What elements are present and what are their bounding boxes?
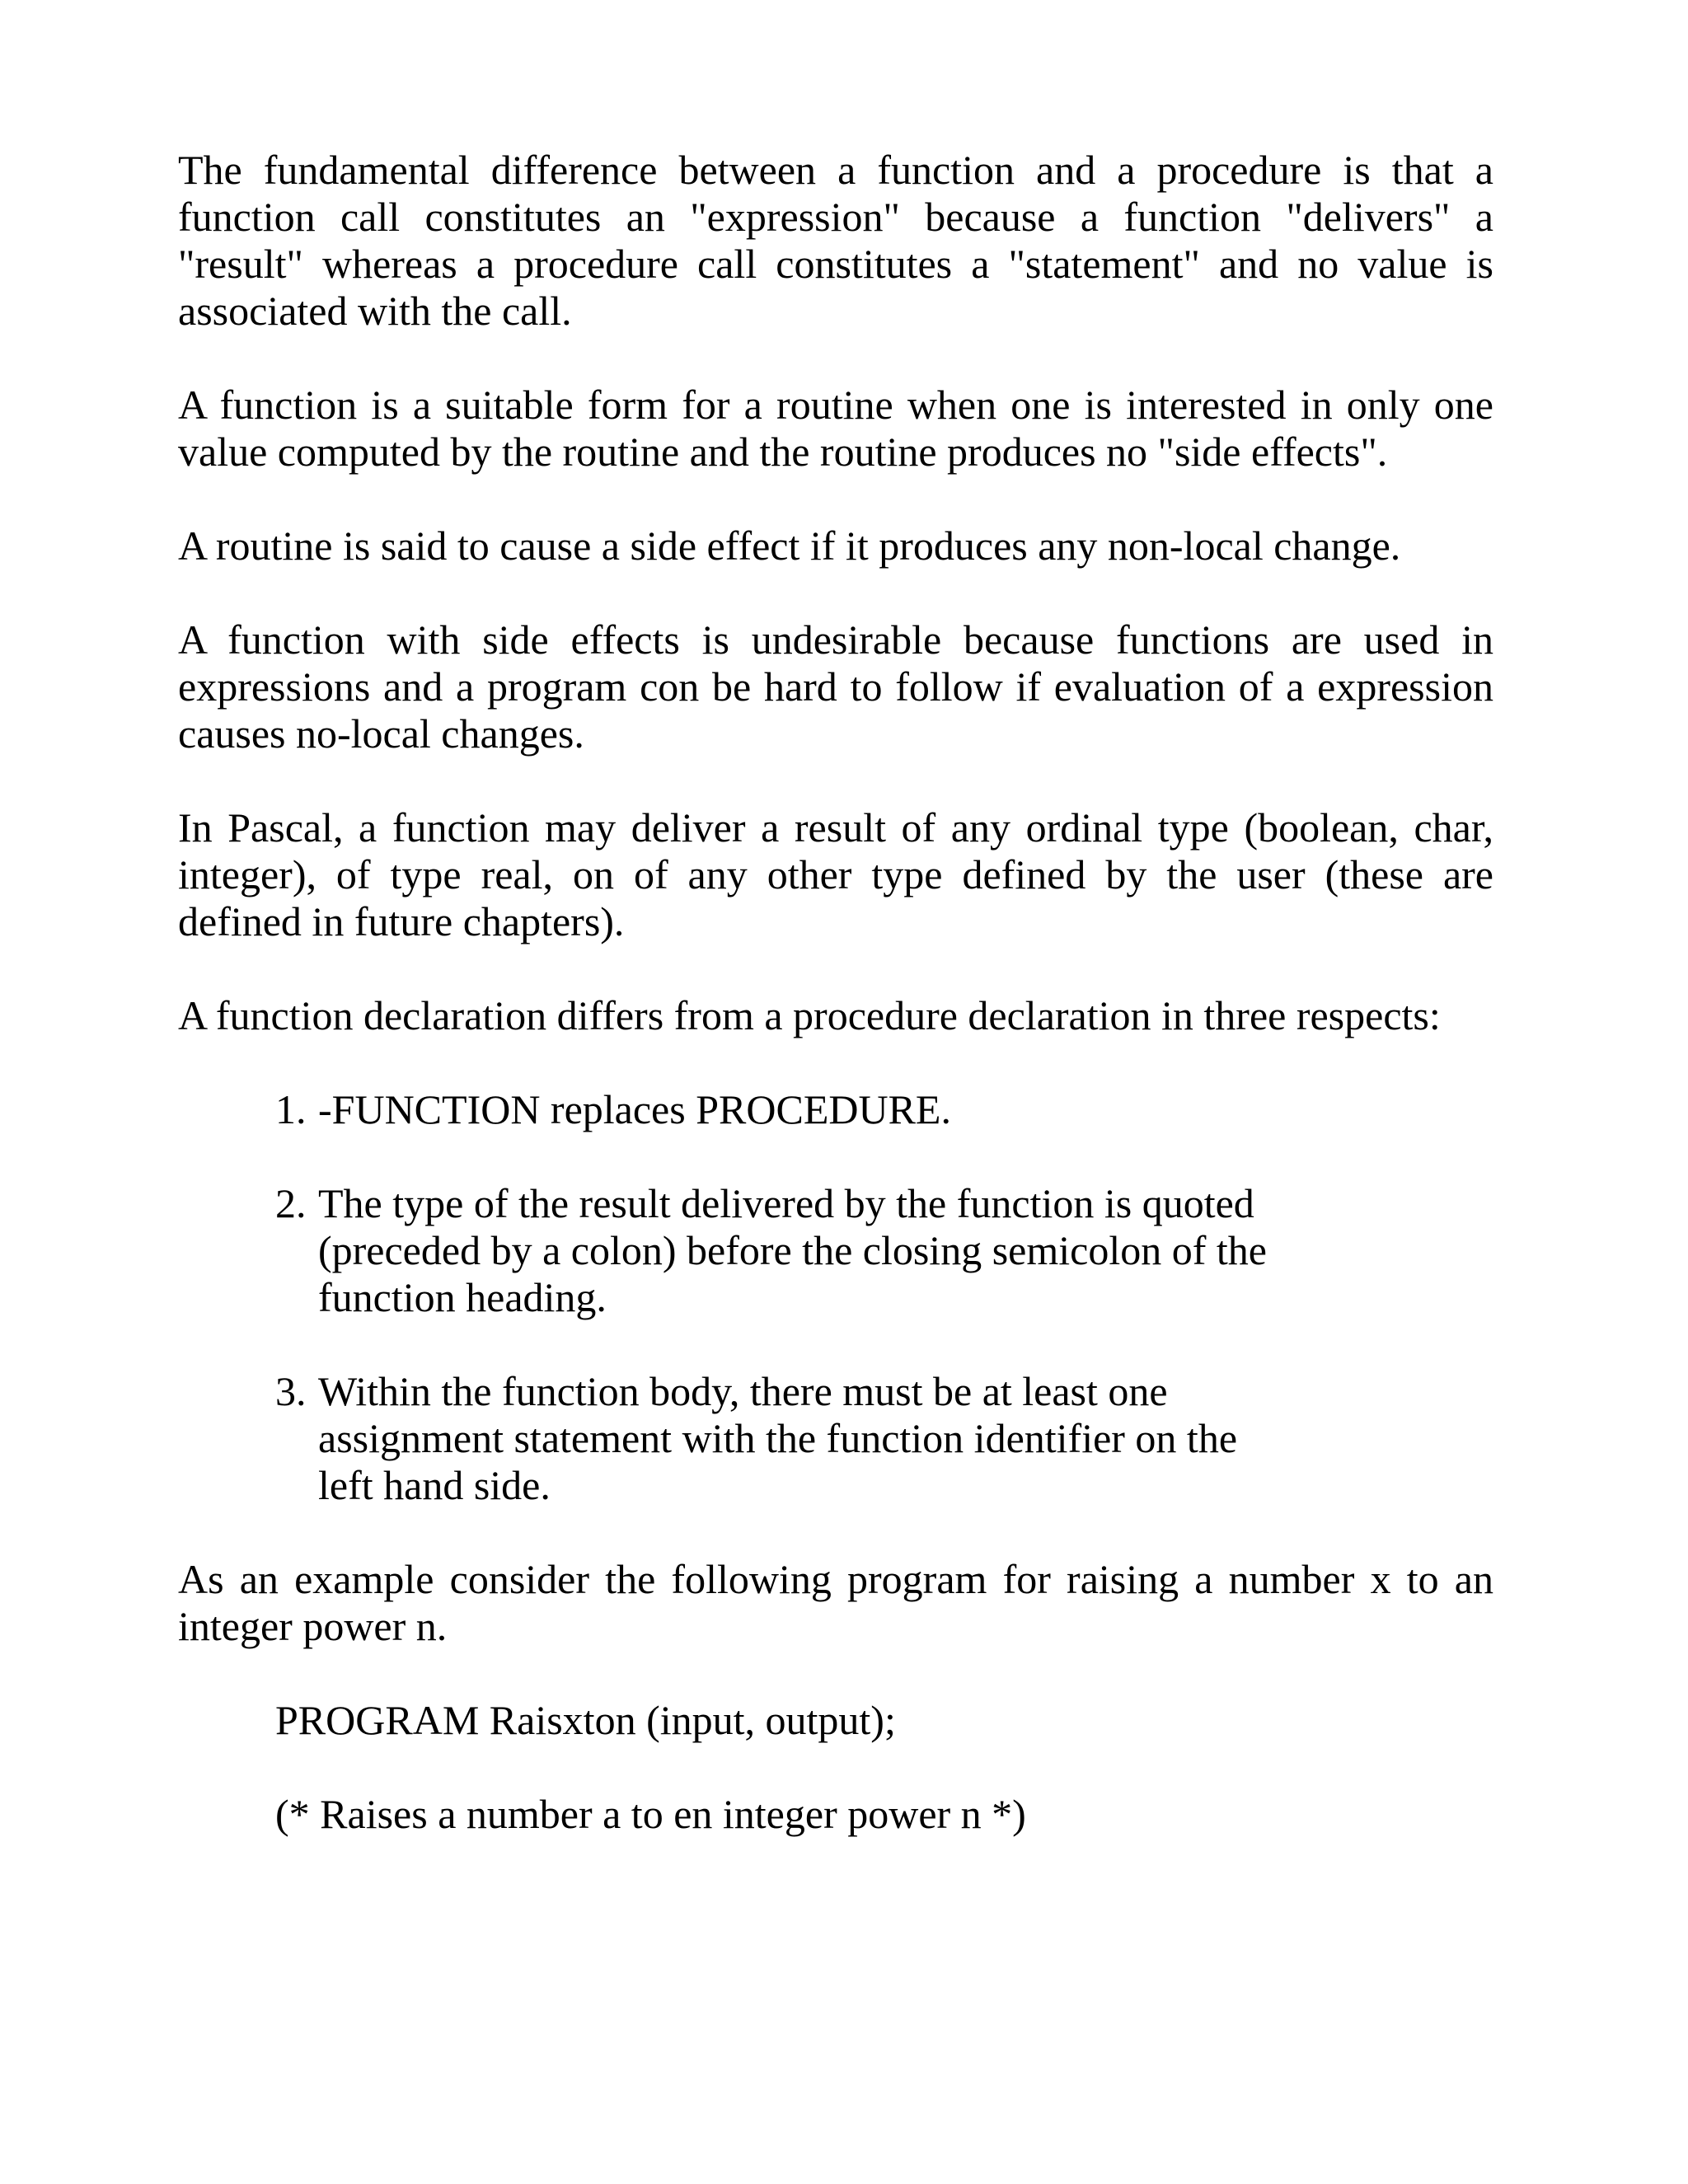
- respects-list: [275, 1086, 1396, 1509]
- paragraph-side-effects-undesirable: A function with side effects is undesirable because functions are used in expressions and a program con be hard to follow if evaluation of a expression causes no-local changes.: [178, 616, 1493, 757]
- code-line-comment: (* Raises a number a to en integer power n *): [275, 1791, 1026, 1837]
- list-item: [275, 1368, 1396, 1509]
- document-page: [178, 147, 1493, 1885]
- paragraph-example-intro: As an example consider the following program for raising a number x to an integer power n.: [178, 1556, 1493, 1649]
- list-item: [275, 1180, 1396, 1321]
- list-item-text: -FUNCTION replaces PROCEDURE.: [318, 1086, 951, 1132]
- paragraph-function-vs-procedure: The fundamental difference between a function and a procedure is that a function call constitutes an "expression" because a function "delivers" a "result" whereas a procedure call constitutes a "statement" and no value is associated with the call.: [178, 147, 1493, 334]
- list-item-number: 1.: [275, 1086, 307, 1132]
- paragraph-pascal-result-types: In Pascal, a function may deliver a result of any ordinal type (boolean, char, integer), of type real, on of any other type defined by the user (these are defined in future chapters).: [178, 804, 1493, 944]
- list-item-text: Within the function body, there must be at least one assignment statement with the function identifier on the left hand side.: [318, 1368, 1238, 1508]
- code-line-program-heading: PROGRAM Raisxton (input, output);: [275, 1697, 896, 1743]
- list-item: [275, 1086, 1396, 1133]
- list-item-text: The type of the result delivered by the function is quoted (preceded by a colon) before the closing semicolon of the function heading.: [318, 1180, 1267, 1320]
- paragraph-side-effect-definition: A routine is said to cause a side effect if it produces any non-local change.: [178, 523, 1401, 569]
- paragraph-function-suitability: A function is a suitable form for a routine when one is interested in only one value computed by the routine and the routine produces no "side effects".: [178, 382, 1493, 475]
- list-item-number: 2.: [275, 1180, 307, 1226]
- paragraph-declaration-differences: A function declaration differs from a procedure declaration in three respects:: [178, 992, 1441, 1038]
- list-item-number: 3.: [275, 1368, 307, 1414]
